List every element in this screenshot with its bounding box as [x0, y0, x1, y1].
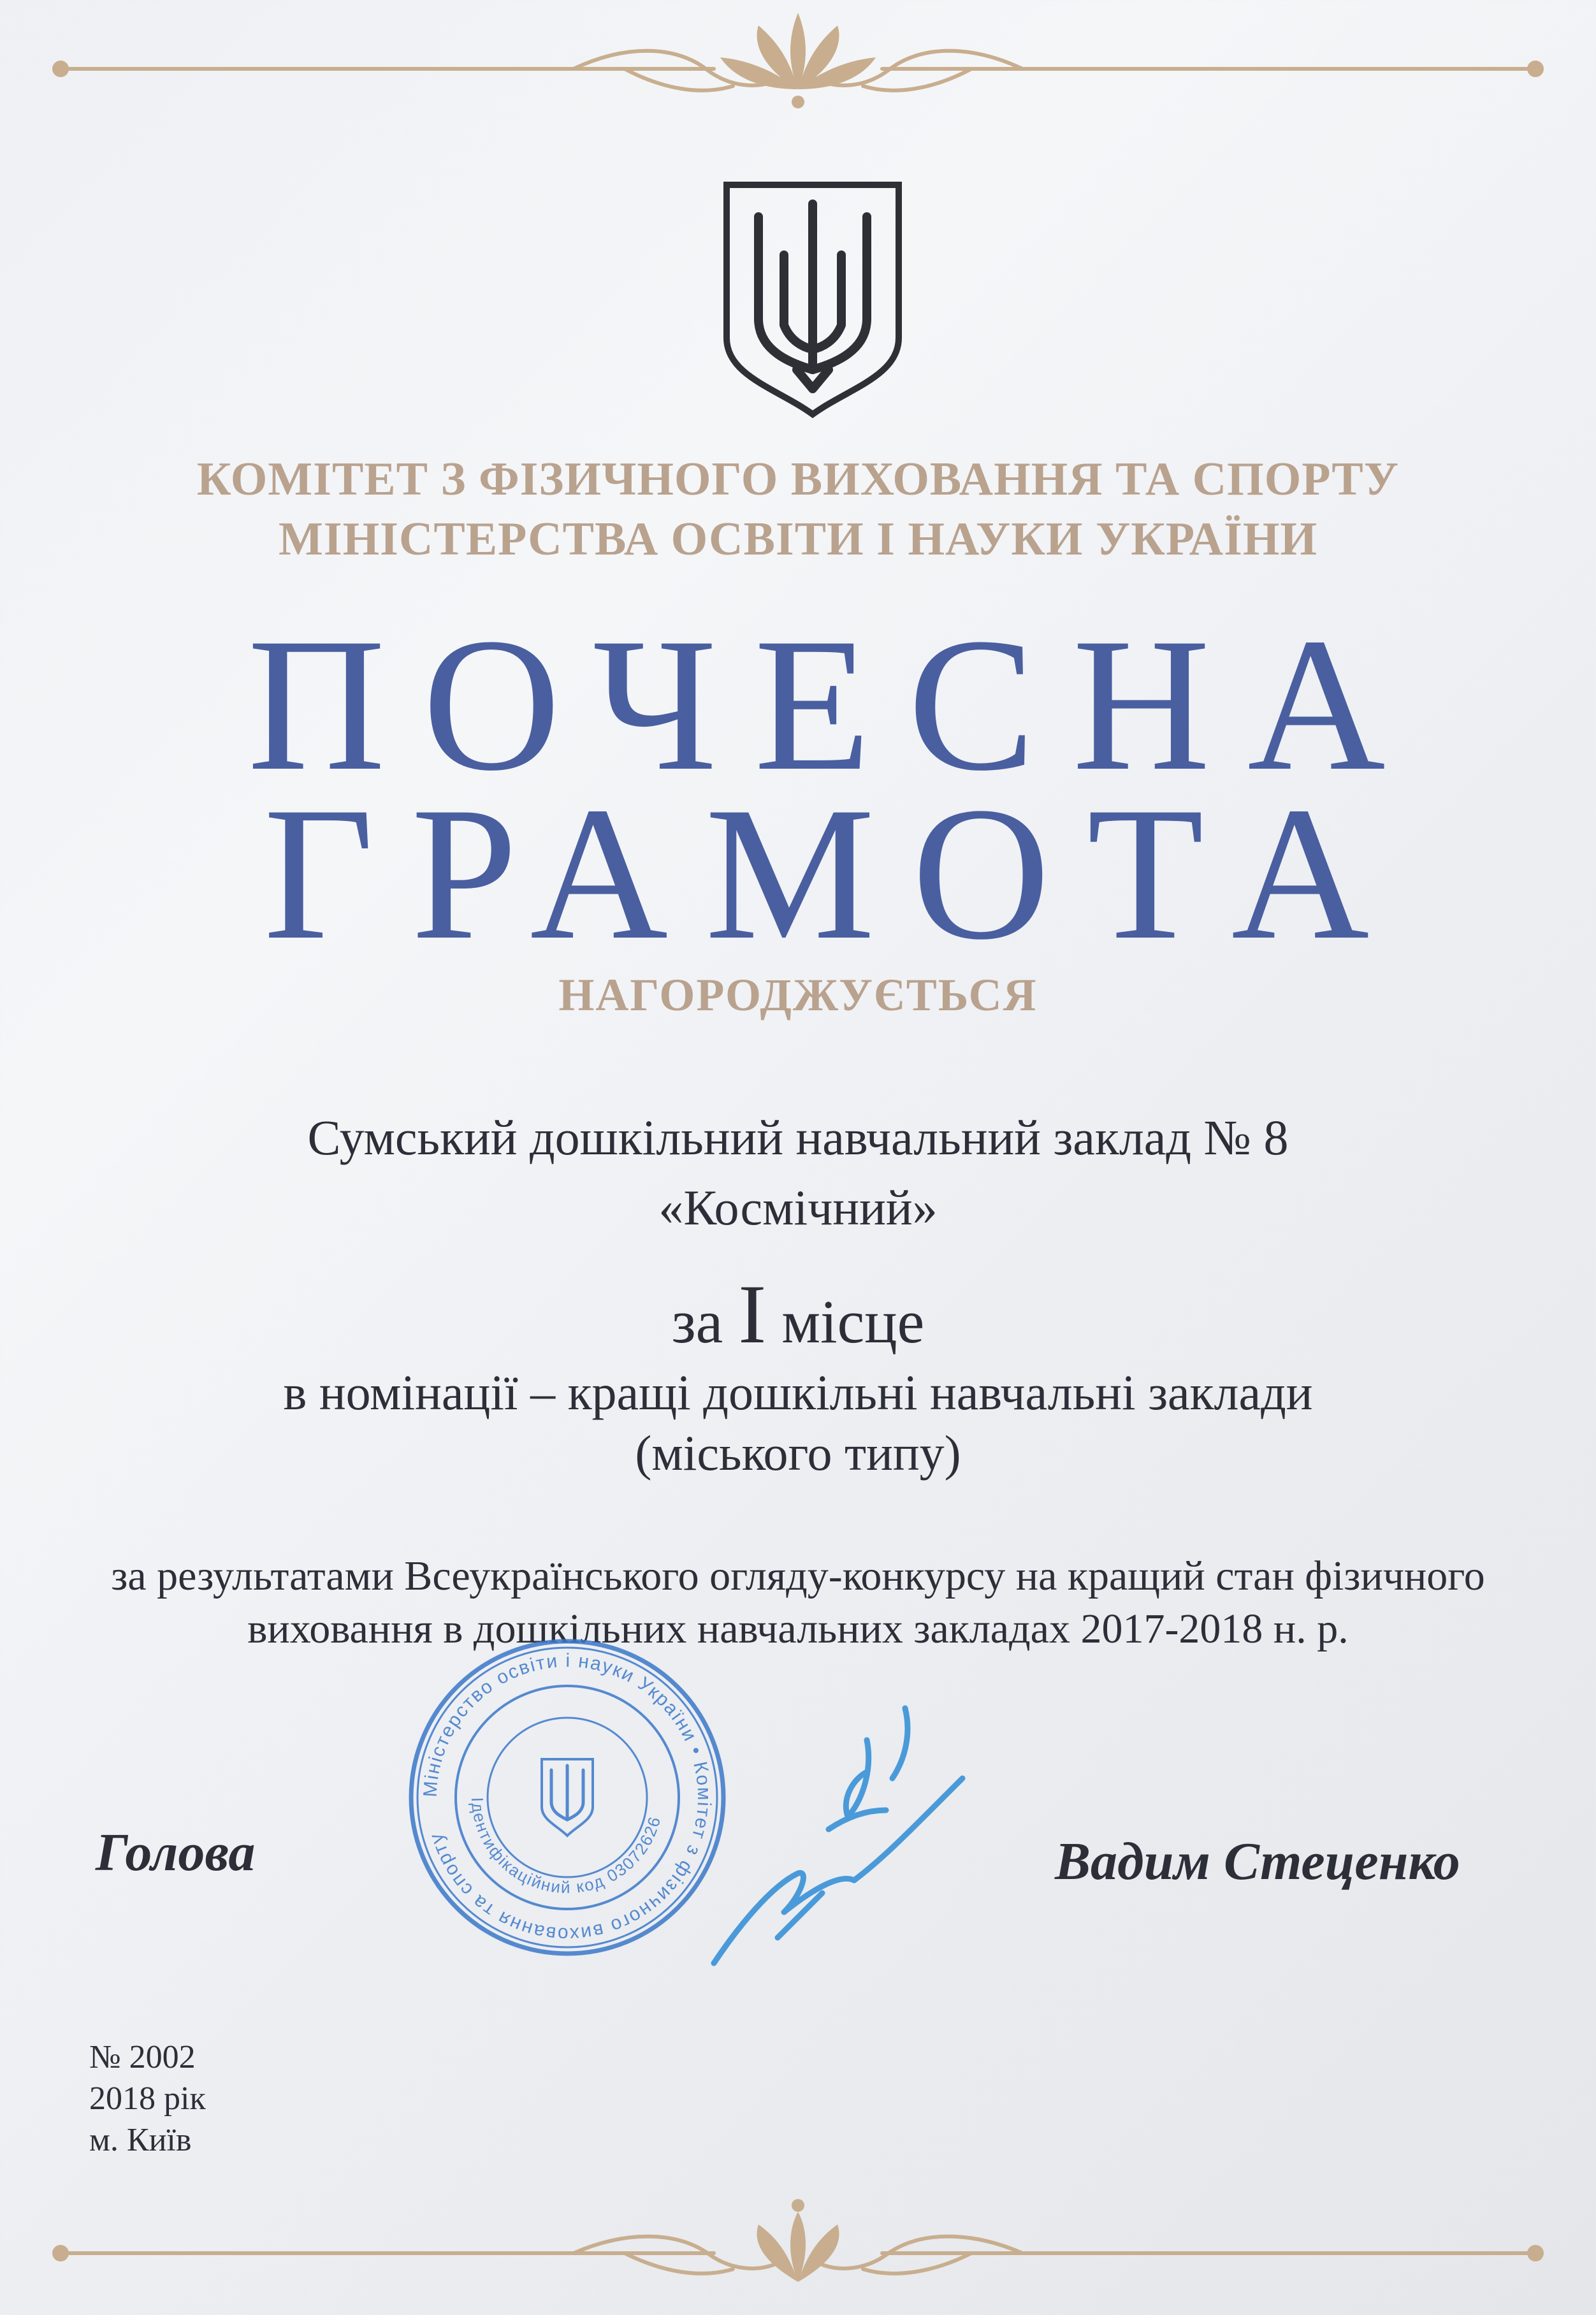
signer-role: Голова: [96, 1823, 256, 1882]
title-line-1: ПОЧЕСНА: [247, 599, 1423, 810]
signer-name: Вадим Стеценко: [1055, 1832, 1460, 1891]
handwritten-signature: [701, 1683, 969, 1970]
official-stamp: [402, 1632, 733, 1963]
committee-header: [0, 449, 1596, 569]
recipient-line-2: «Космічний»: [658, 1180, 938, 1235]
place-suffix: місце: [766, 1288, 925, 1356]
document-year: 2018 рік: [89, 2080, 206, 2117]
awarded-label: НАГОРОДЖУЄТЬСЯ: [558, 969, 1038, 1020]
document-number: № 2002: [89, 2039, 196, 2075]
stamp-outer-text: Міністерство освіти і науки України • Комітет з фізичного виховання та спорту: [419, 1650, 715, 1945]
nomination-line-1: в номінації – кращі дошкільні навчальні заклади: [283, 1365, 1313, 1420]
bottom-ornament: [0, 2123, 1596, 2315]
place-line: [0, 1265, 1596, 1363]
title-line-2: ГРАМОТА: [263, 767, 1407, 979]
committee-line-2: МІНІСТЕРСТВА ОСВІТИ І НАУКИ УКРАЇНИ: [278, 513, 1318, 565]
place-prefix: за: [671, 1288, 739, 1356]
stamp-trident-icon: [542, 1759, 593, 1836]
document-city: м. Київ: [89, 2122, 192, 2158]
nomination-line-2: (міського типу): [635, 1425, 961, 1481]
ukraine-trident-icon: [720, 178, 905, 421]
results-line-2: виховання в дошкільних навчальних закладах 2017-2018 н. р.: [247, 1606, 1349, 1652]
committee-line-1: КОМІТЕТ З ФІЗИЧНОГО ВИХОВАННЯ ТА СПОРТУ: [196, 453, 1400, 505]
results-line-1: за результатами Всеукраїнського огляду-конкурсу на кращий стан фізичного: [111, 1553, 1485, 1599]
stamp-inner-text: Ідентифікаційний код 03072626: [467, 1797, 665, 1898]
top-ornament: [0, 0, 1596, 147]
recipient-line-1: Сумський дошкільний навчальний заклад № 8: [307, 1110, 1289, 1165]
place-number: I: [738, 1267, 767, 1361]
